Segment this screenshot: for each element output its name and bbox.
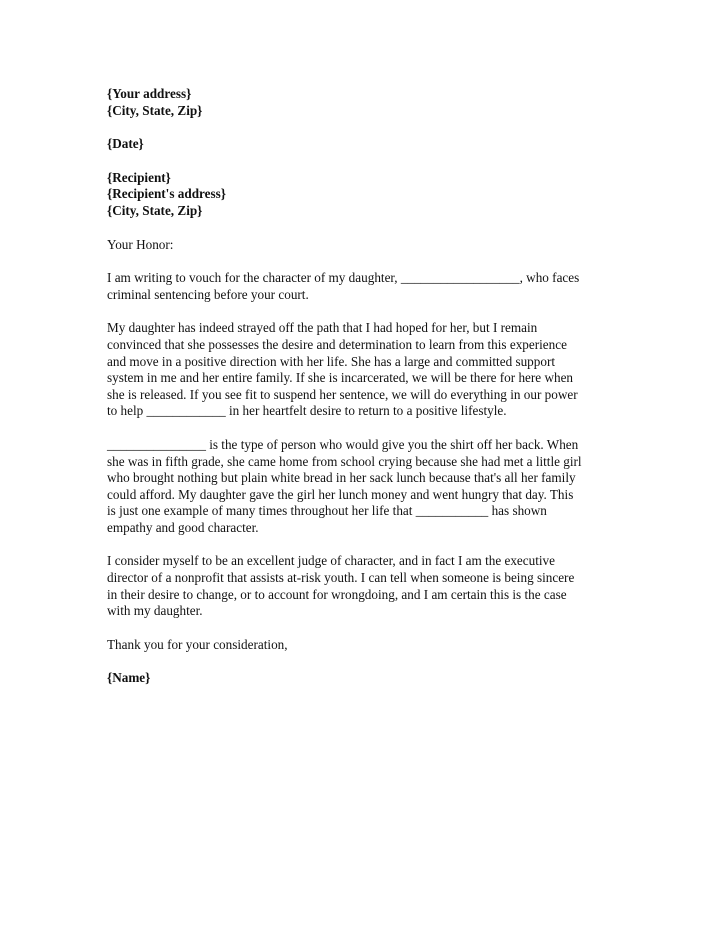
paragraph-line: who brought nothing but plain white bread in her sack lunch because that's all her family [107, 470, 576, 486]
letter-date: {Date} [107, 136, 144, 152]
paragraph-1 [107, 270, 628, 303]
paragraph-line: I consider myself to be an excellent judge of character, and in fact I am the executive [107, 553, 556, 569]
signature-name: {Name} [107, 670, 151, 686]
paragraph-line: criminal sentencing before your court. [107, 286, 309, 302]
recipient-name: {Recipient} [107, 169, 171, 185]
paragraph-line: convinced that she possesses the desire and determination to learn from this experience [107, 336, 567, 352]
paragraph-2 [107, 320, 628, 420]
sender-city-state-zip: {City, State, Zip} [107, 102, 203, 118]
recipient-city-state-zip: {City, State, Zip} [107, 202, 203, 218]
paragraph-line: I am writing to vouch for the character of my daughter, __________________, who faces [107, 270, 580, 286]
recipient-address: {Recipient's address} [107, 186, 226, 202]
salutation: Your Honor: [107, 236, 174, 252]
date-block [107, 136, 628, 153]
paragraph-line: empathy and good character. [107, 519, 259, 535]
recipient-block [107, 170, 628, 220]
paragraph-line: to help ____________ in her heartfelt desire to return to a positive lifestyle. [107, 403, 507, 419]
paragraph-line: _______________ is the type of person who would give you the shirt off her back. When [107, 436, 579, 452]
paragraph-line: system in me and her entire family. If she is incarcerated, we will be there for here when [107, 370, 574, 386]
paragraph-line: and move in a positive direction with her life. She has a large and committed support [107, 353, 556, 369]
sender-address-block [107, 86, 628, 119]
paragraph-line: she was in fifth grade, she came home from school crying because she had met a little girl [107, 453, 582, 469]
closing: Thank you for your consideration, [107, 636, 288, 652]
paragraph-line: could afford. My daughter gave the girl her lunch money and went hungry that day. This [107, 486, 574, 502]
paragraph-line: with my daughter. [107, 603, 203, 619]
paragraph-4 [107, 553, 628, 619]
paragraph-line: in their desire to change, or to account for wrongdoing, and I am certain this is the case [107, 586, 567, 602]
paragraph-line: director of a nonprofit that assists at-risk youth. I can tell when someone is being sincere [107, 570, 575, 586]
paragraph-line: My daughter has indeed strayed off the path that I had hoped for her, but I remain [107, 320, 538, 336]
paragraph-line: she is released. If you see fit to suspend her sentence, we will do everything in our power [107, 386, 578, 402]
sender-address: {Your address} [107, 86, 192, 101]
paragraph-line: is just one example of many times throughout her life that ___________ has shown [107, 503, 547, 519]
paragraph-3 [107, 437, 628, 537]
